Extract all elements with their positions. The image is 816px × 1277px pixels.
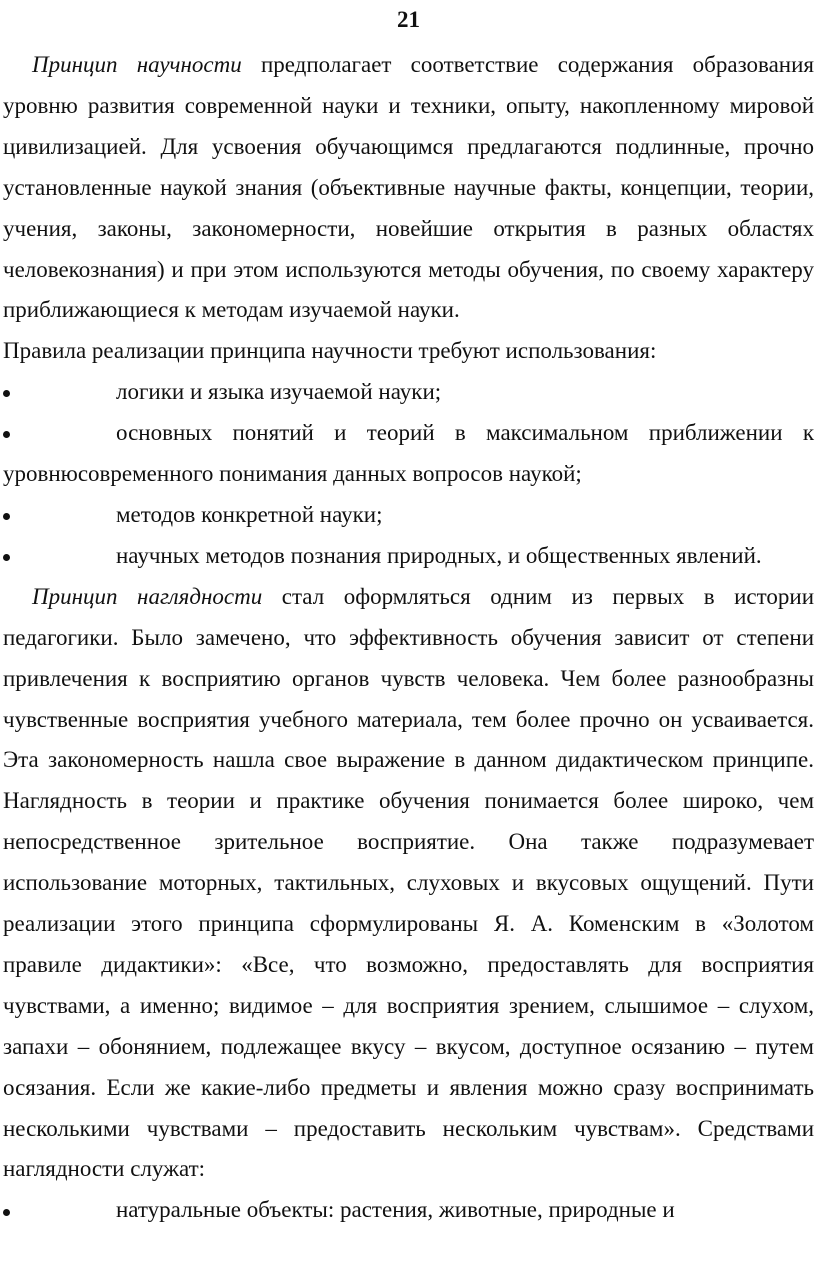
paragraph-principle-of-visualization — [3, 577, 814, 1191]
list-item: натуральные объекты: растения, животные, природные и — [3, 1190, 814, 1230]
list-item: основных понятий и теорий в максимальном приближении к уровнюсовременного понимания данных вопросов наукой; — [3, 413, 814, 495]
term-principle-of-science: Принцип научности — [32, 52, 242, 77]
list-item: методов конкретной науки; — [3, 495, 814, 536]
list-item: логики и языка изучаемой науки; — [3, 372, 814, 413]
term-principle-of-visualization: Принцип наглядности — [32, 583, 263, 609]
list-item: научных методов познания природных, и общественных явлений. — [3, 536, 814, 577]
bullet-icon — [3, 1190, 116, 1230]
bullet-icon — [3, 372, 116, 413]
paragraph-principle-of-science-text: предполагает соответствие содержания образования уровню развития современной науки и техники, опыту, накопленному мировой цивилизацией. Для усвоения обучающимся предлагаются подлинные, прочно установленные наукой знания (объективные научные факты, концепции, теории, учения, законы, закономерности, новейшие открытия в разных областях человекознания) и при этом используются методы обучения, по своему характеру приближающиеся к методам изучаемой науки. — [3, 52, 814, 323]
bullet-icon — [3, 495, 116, 536]
rules-intro: Правила реализации принципа научности требуют использования: — [3, 338, 657, 364]
paragraph-principle-of-science — [3, 45, 814, 331]
paragraph-principle-of-visualization-text: стал оформляться одним из первых в истории педагогики. Было замечено, что эффективность обучения зависит от степени привлечения к восприятию органов чувств человека. Чем более разнообразны чувственные восприятия учебного материала, тем более прочно он усваивается. Эта закономерность нашла свое выражение в данном дидактическом принципе. Наглядность в теории и практике обучения понимается более широко, чем непосредственное зрительное восприятие. Она также подразумевает использование моторных, тактильных, слуховых и вкусовых ощущений. Пути реализации этого принципа сформулированы Я. А. Коменским в «Золотом правиле дидактики»: «Все, что возможно, предоставлять для восприятия чувствами, а именно; видимое – для восприятия зрением, слышимое – слухом, запахи – обонянием, подлежащее вкусу – вкусом, доступное осязанию – путем осязания. Если же какие-либо предметы и явления можно сразу воспринимать несколькими чувствами – предоставить нескольким чувствам». Средствами наглядности служат: — [3, 583, 814, 1182]
bullet-icon — [3, 536, 116, 577]
bullet-icon — [3, 413, 116, 454]
page-number: 21 — [397, 7, 420, 32]
